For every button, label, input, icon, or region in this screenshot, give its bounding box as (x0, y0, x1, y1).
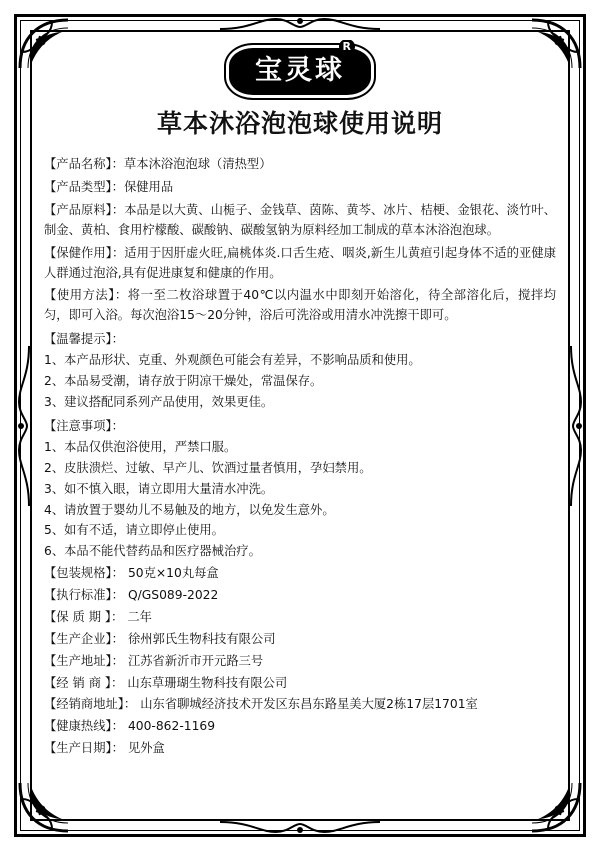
spec-distributor-address (44, 694, 556, 716)
page-title: 草本沐浴泡泡球使用说明 (156, 109, 443, 138)
spec-manufacture-address (44, 651, 556, 673)
spec-value: 50克×10丸每盒 (127, 566, 219, 581)
list-item: 5、如有不适，请立即停止使用。 (44, 523, 224, 538)
field-label: 【产品原料】： (44, 202, 125, 217)
edge-ornament-icon (567, 346, 585, 506)
list-item: 6、本品不能代替药品和医疗器械治疗。 (44, 544, 261, 559)
field-value: 草本沐浴泡泡球（清热型） (123, 157, 272, 171)
spec-value: 徐州郭氏生物科技有限公司 (127, 631, 276, 646)
cautions-title: 【注意事项】： (44, 418, 124, 433)
spec-production-date (44, 738, 556, 760)
edge-ornament-icon (15, 346, 33, 506)
spec-value: 见外盒 (127, 741, 165, 756)
list-item: 1、本产品形状、克重、外观颜色可能会有差异，不影响品质和使用。 (44, 353, 421, 368)
spec-label: 【保 质 期 】： (44, 609, 124, 624)
spec-standard (44, 585, 556, 607)
spec-label: 【经 销 商 】： (44, 675, 124, 690)
list-item: 3、如不慎入眼，请立即用大量清水冲洗。 (44, 481, 274, 496)
spec-value: 二年 (127, 609, 152, 624)
field-value: 保健用品 (123, 179, 174, 194)
spec-label: 【健康热线】： (44, 719, 124, 734)
spec-value: 山东草珊瑚生物科技有限公司 (127, 675, 288, 690)
spec-value: Q/GS089-2022 (127, 588, 219, 603)
field-usage (44, 286, 556, 326)
spec-value: 江苏省新沂市开元路三号 (127, 653, 264, 668)
field-label: 【产品名称】： (44, 157, 124, 171)
spec-distributor (44, 673, 556, 695)
brand-logo (44, 40, 556, 95)
field-health-function (44, 244, 556, 284)
list-item: 2、本品易受潮，请存放于阴凉干燥处，常温保存。 (44, 374, 323, 389)
spec-label: 【包装规格】： (44, 566, 124, 581)
list-item: 1、本品仅供泡浴使用，严禁口服。 (44, 439, 237, 454)
tips-title: 【温馨提示】： (44, 332, 124, 347)
spec-manufacturer (44, 629, 556, 651)
registered-mark-icon: R (339, 40, 355, 54)
field-product-type (44, 178, 556, 198)
field-product-name (44, 155, 556, 175)
spec-label: 【生产地址】： (44, 653, 124, 668)
field-label: 【保健作用】： (44, 245, 125, 260)
field-ingredients (44, 201, 556, 241)
field-value: 本品是以大黄、山栀子、金钱草、茵陈、黄芩、冰片、桔梗、金银花、淡竹叶、制金、黄柏、食用柠檬酸、碳酸钠、碳酸氢钠为原料经加工制成的草本沐浴泡泡球。 (44, 202, 556, 237)
field-value: 将一至二枚浴球置于40℃以内温水中即刻开始溶化，待全部溶化后，搅拌均匀，即可入浴。每次泡浴15～20分钟，浴后可洗浴或用清水冲洗擦干即可。 (44, 288, 556, 323)
spec-label: 【执行标准】： (44, 588, 124, 603)
spec-label: 【生产日期】： (44, 741, 124, 756)
edge-ornament-icon (220, 818, 380, 836)
spec-label: 【生产企业】： (44, 631, 124, 646)
list-item: 4、请放置于婴幼儿不易触及的地方，以免发生意外。 (44, 502, 335, 517)
brand-logo-text: 宝灵球 (255, 55, 345, 86)
edge-ornament-icon (220, 15, 380, 33)
field-value: 适用于因肝虚火旺,扁桃体炎.口舌生疮、咽炎,新生儿黄疸引起身体不适的亚健康人群通过泡浴,具有促进康复和健康的作用。 (44, 245, 556, 280)
spec-hotline (44, 716, 556, 738)
field-label: 【产品类型】： (44, 179, 124, 194)
spec-value: 400-862-1169 (127, 719, 216, 734)
document-content (44, 40, 556, 811)
spec-package-size (44, 563, 556, 585)
field-label: 【使用方法】： (44, 288, 128, 303)
spec-value: 山东省聊城经济技术开发区东昌东路星美大厦2栋17层1701室 (140, 697, 478, 712)
spec-shelf-life (44, 607, 556, 629)
list-item: 3、建议搭配同系列产品使用，效果更佳。 (44, 394, 274, 409)
spec-label: 【经销商地址】： (44, 697, 137, 712)
list-item: 2、皮肤溃烂、过敏、早产儿、饮酒过量者慎用，孕妇禁用。 (44, 460, 372, 475)
